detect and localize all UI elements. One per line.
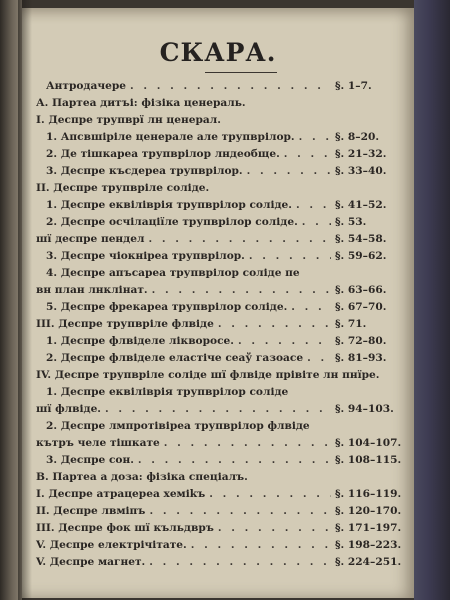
toc-entry-label: 2. Деспре лмпротівіреа трупврілор флвіде bbox=[46, 420, 310, 432]
toc-entry-label: А. Партеа дитъі: фізіка ценераль. bbox=[36, 97, 246, 109]
toc-entry-label: I. Деспре атрацереа хеміkъ bbox=[36, 488, 206, 500]
toc-entry bbox=[36, 129, 401, 146]
toc-entry-label: I. Деспре трупврї лн ценерал. bbox=[36, 114, 221, 126]
toc-entry-ref: §. 71. bbox=[335, 318, 367, 330]
toc-entry bbox=[36, 163, 401, 180]
toc-entry-label: 3. Деспре чіокніреа трупврілор. bbox=[46, 250, 245, 262]
toc-entry-ref: §. 72–80. bbox=[335, 335, 387, 347]
leader-dots bbox=[105, 401, 331, 418]
toc-entry bbox=[36, 503, 401, 520]
toc-entry bbox=[36, 554, 401, 571]
toc-entry-ref: §. 198–223. bbox=[335, 539, 402, 551]
toc-entry-label: 3. Деспре сон. bbox=[46, 454, 134, 466]
toc-entry-label: 1. Деспре флвіделе лікворосе. bbox=[46, 335, 234, 347]
toc-entry bbox=[36, 333, 401, 350]
toc-entry bbox=[36, 146, 401, 163]
leader-dots bbox=[296, 197, 331, 214]
toc-entry-label: 3. Деспре късдереа трупврілор. bbox=[46, 165, 243, 177]
toc-entry bbox=[36, 78, 401, 95]
toc-entry-ref: §. 81–93. bbox=[335, 352, 387, 364]
toc-entry-label: III. Деспре фок шї къльдвръ bbox=[36, 522, 214, 534]
toc-entry bbox=[36, 486, 401, 503]
toc-entry bbox=[36, 180, 401, 197]
toc-entry-label: 2. Деспре флвіделе еластіче сеаў газоасе bbox=[46, 352, 304, 364]
toc-entry-ref: §. 94–103. bbox=[335, 403, 394, 415]
leader-dots bbox=[238, 333, 331, 350]
toc-entry-label: шї флвіде. bbox=[36, 403, 101, 415]
toc-entry-label: Антродачере bbox=[46, 80, 126, 92]
toc-entry-ref: §. 116–119. bbox=[335, 488, 402, 500]
toc-entry-ref: §. 224–251. bbox=[335, 556, 402, 568]
toc-entry bbox=[36, 299, 401, 316]
leader-dots bbox=[130, 78, 331, 95]
toc-entry-ref: §. 120–170. bbox=[335, 505, 402, 517]
toc-entry bbox=[36, 418, 401, 435]
toc-entry-label: вн план лнклінат. bbox=[36, 284, 148, 296]
toc-entry-ref: §. 67–70. bbox=[335, 301, 387, 313]
toc-entry-label: 2. Деспре осчілаціїле трупврілор соліде. bbox=[46, 216, 298, 228]
leader-dots bbox=[302, 214, 331, 231]
toc-entry-label: 1. Деспре еквіліврія трупврілор соліде bbox=[46, 386, 289, 398]
toc-entry-ref: §. 171–197. bbox=[335, 522, 402, 534]
toc-entry bbox=[36, 265, 401, 282]
toc-entry bbox=[36, 112, 401, 129]
leader-dots bbox=[218, 316, 331, 333]
toc-entry bbox=[36, 435, 401, 452]
toc-entry bbox=[36, 197, 401, 214]
toc-entry-ref: §. 54–58. bbox=[335, 233, 387, 245]
leader-dots bbox=[149, 503, 331, 520]
toc-entry-ref: §. 21–32. bbox=[335, 148, 387, 160]
toc-entry-label: шї деспре пендел bbox=[36, 233, 145, 245]
leader-dots bbox=[247, 163, 331, 180]
page-title: СКАРА. bbox=[159, 38, 277, 67]
toc-entry bbox=[36, 282, 401, 299]
toc-entry-ref: §. 108–115. bbox=[335, 454, 402, 466]
toc-entry bbox=[36, 537, 401, 554]
leader-dots bbox=[138, 452, 331, 469]
toc-entry-label: В. Партеа а доза: фізіка спеціалъ. bbox=[36, 471, 248, 483]
leader-dots bbox=[291, 299, 331, 316]
leader-dots bbox=[191, 537, 331, 554]
toc-entry-label: III. Деспре трупвріле флвіде bbox=[36, 318, 214, 330]
toc-entry bbox=[36, 469, 401, 486]
toc-entry bbox=[36, 231, 401, 248]
book-cover-edge bbox=[414, 0, 450, 600]
leader-dots bbox=[152, 282, 331, 299]
leader-dots bbox=[209, 486, 331, 503]
toc-entry-ref: §. 33–40. bbox=[335, 165, 387, 177]
leader-dots bbox=[164, 435, 331, 452]
leader-dots bbox=[284, 146, 331, 163]
toc-entry-ref: §. 104–107. bbox=[335, 437, 402, 449]
toc-entry bbox=[36, 520, 401, 537]
toc-entry bbox=[36, 384, 401, 401]
toc-entry-label: V. Деспре електрічітате. bbox=[36, 539, 187, 551]
book-page bbox=[22, 8, 414, 598]
toc-entry-ref: §. 1–7. bbox=[335, 80, 372, 92]
toc-entry bbox=[36, 350, 401, 367]
toc-entry-label: II. Деспре трупвріле соліде. bbox=[36, 182, 210, 194]
leader-dots bbox=[148, 231, 331, 248]
toc-entry-label: 5. Деспре фрекареа трупврілор соліде. bbox=[46, 301, 288, 313]
leader-dots bbox=[249, 248, 331, 265]
toc-entry bbox=[36, 95, 401, 112]
toc-entry-ref: §. 8–20. bbox=[335, 131, 380, 143]
toc-entry bbox=[36, 214, 401, 231]
toc-entry-label: 1. Деспре еквіліврія трупврілор соліде. bbox=[46, 199, 292, 211]
toc-entry bbox=[36, 367, 401, 384]
title-rule bbox=[205, 72, 277, 73]
leader-dots bbox=[149, 554, 331, 571]
toc-entry-ref: §. 41–52. bbox=[335, 199, 387, 211]
toc-entry-ref: §. 53. bbox=[335, 216, 367, 228]
toc-entry-label: V. Деспре магнет. bbox=[36, 556, 146, 568]
table-of-contents bbox=[36, 78, 401, 571]
leader-dots bbox=[299, 129, 331, 146]
toc-entry-label: 1. Апсвшіріле ценерале але трупврілор. bbox=[46, 131, 295, 143]
toc-entry-ref: §. 63–66. bbox=[335, 284, 387, 296]
leader-dots bbox=[307, 350, 331, 367]
toc-entry bbox=[36, 452, 401, 469]
toc-entry-label: IV. Деспре трупвріле соліде шї флвіде прівіте лн пнїре. bbox=[36, 369, 380, 381]
toc-entry-label: 4. Деспре апъсареа трупврілор соліде пе bbox=[46, 267, 300, 279]
binding-shadow bbox=[18, 0, 32, 600]
toc-entry-label: II. Деспре лвміпъ bbox=[36, 505, 146, 517]
toc-entry bbox=[36, 401, 401, 418]
toc-entry-ref: §. 59–62. bbox=[335, 250, 387, 262]
toc-entry-label: 2. Де тішкареа трупврілор лндеобще. bbox=[46, 148, 280, 160]
leader-dots bbox=[218, 520, 331, 537]
toc-entry bbox=[36, 248, 401, 265]
toc-entry bbox=[36, 316, 401, 333]
toc-entry-label: кътръ челе тішкате bbox=[36, 437, 160, 449]
